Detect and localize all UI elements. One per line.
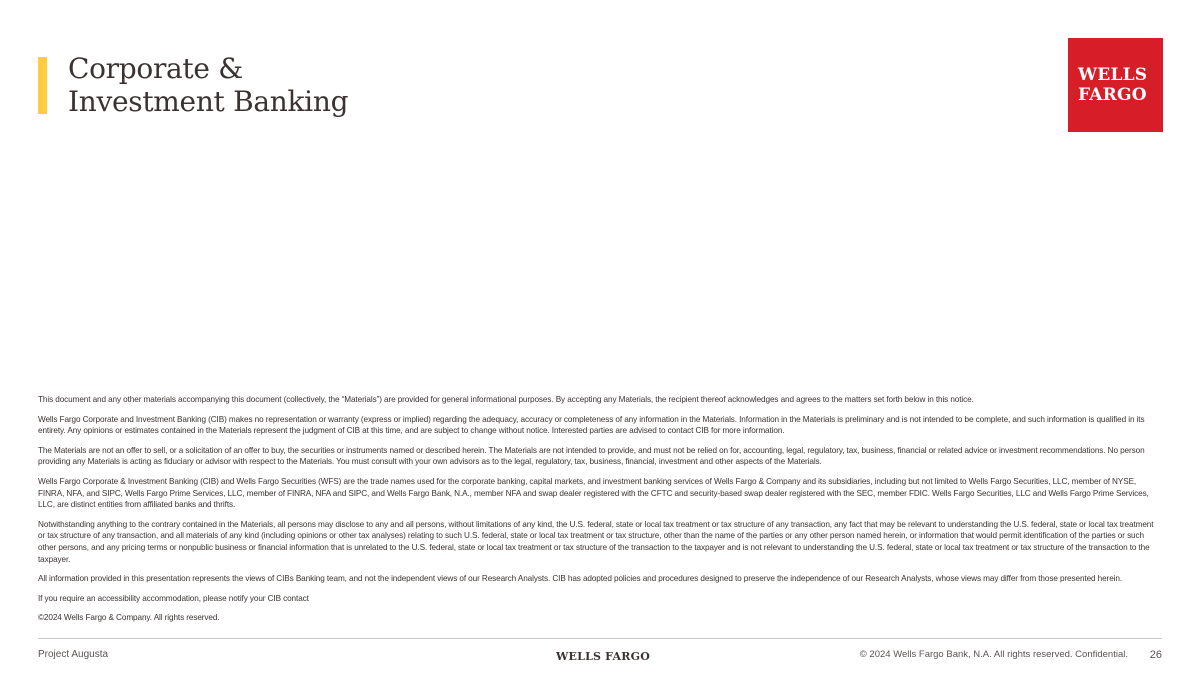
page-title — [68, 52, 668, 118]
disclaimer-paragraph-accessibility: If you require an accessibility accommodation, please notify your CIB contact — [38, 593, 309, 603]
disclaimer-paragraph-materials: This document and any other materials accompanying this document (collectively, the “Materials”) are provided for general informational purposes. By accepting any Materials, the recipient thereof acknowledges and agrees to the matters set forth below in this notice. — [38, 395, 974, 404]
page-number: 26 — [1149, 649, 1162, 661]
disclaimer-paragraph-tax: Notwithstanding anything to the contrary contained in the Materials, all persons may disclose to any and all persons, without limitations of any kind, the U.S. federal, state or local tax treatment or tax structure of any transaction, any fact that may be relevant to understanding the U.S. federal, state or local tax treatment or tax structure of any transaction, and all materials of any kind (including opinions or other tax analyses) relating to such U.S. federal, state or local tax treatment or tax structure, other than the name of the parties or any other person named herein, or information that would permit identification of the parties or such other persons, and any pricing terms or nonpublic business or financial information that is unrelated to the U.S. federal, state or local tax treatment or tax structure of the transaction to the taxpayer and is not relevant to understanding the U.S. federal, state or local tax treatment or tax structure of the transaction to the taxpayer. — [38, 519, 1154, 564]
page-title-line-1: Corporate & — [68, 52, 243, 85]
wells-fargo-logo — [1068, 38, 1163, 132]
disclaimer-paragraph-copyright: ©2024 Wells Fargo & Company. All rights reserved. — [38, 613, 220, 623]
disclaimer-text — [38, 394, 1162, 632]
logo-text-line-1: WELLS — [1078, 65, 1148, 85]
logo-text-line-2: FARGO — [1078, 85, 1147, 105]
footer-logo: WELLS FARGO — [556, 650, 650, 663]
disclaimer-paragraph-not-offer: The Materials are not an offer to sell, or a solicitation of an offer to buy, the securities or instruments named or described herein. The Materials are not intended to provide, and must not be relied on for, accounting, legal, regulatory, tax, business, financial or related advice or investment recommendations. No person providing any Materials is acting as fiduciary or advisor with respect to the Materials. You must consult with your own advisors as to the legal, regulatory, tax, business, financial, investment and other aspects of the Materials. — [38, 445, 1145, 467]
footer-divider — [38, 638, 1162, 639]
title-accent-bar — [38, 57, 47, 114]
page-title-line-2: Investment Banking — [68, 85, 349, 118]
disclaimer-paragraph-trade-names: Wells Fargo Corporate & Investment Banking (CIB) and Wells Fargo Securities (WFS) are the trade names used for the corporate banking, capital markets, and investment banking services of Wells Fargo & Company and its subsidiaries, including but not limited to Wells Fargo Securities, LLC, member of NYSE, FINRA, NFA, and SIPC, Wells Fargo Prime Services, LLC, member of FINRA, NFA and SIPC, and Wells Fargo Bank, N.A., member NFA and swap dealer registered with the CFTC and security-based swap dealer registered with the SEC, member FDIC. Wells Fargo Securities, LLC and Wells Fargo Prime Services, LLC, are distinct entities from affiliated banks and thrifts. — [38, 476, 1149, 510]
footer-project-name: Project Augusta — [38, 649, 109, 660]
footer-copyright: © 2024 Wells Fargo Bank, N.A. All rights reserved. Confidential. — [859, 649, 1128, 660]
disclaimer-paragraph-representation: Wells Fargo Corporate and Investment Banking (CIB) makes no representation or warranty (express or implied) regarding the adequacy, accuracy or completeness of any information in the Materials. Information in the Materials is preliminary and is not intended to be complete, and such information is qualified in its entirety. Any opinions or estimates contained in the Materials represent the judgment of CIB at this time, and are subject to change without notice. Interested parties are advised to contact CIB for more information. — [38, 414, 1145, 436]
disclaimer-paragraph-research: All information provided in this presentation represents the views of CIBs Banking team, and not the independent views of our Research Analysts. CIB has adopted policies and procedures designed to preserve the independence of our Research Analysts, whose views may differ from those presented herein. — [38, 574, 1122, 584]
